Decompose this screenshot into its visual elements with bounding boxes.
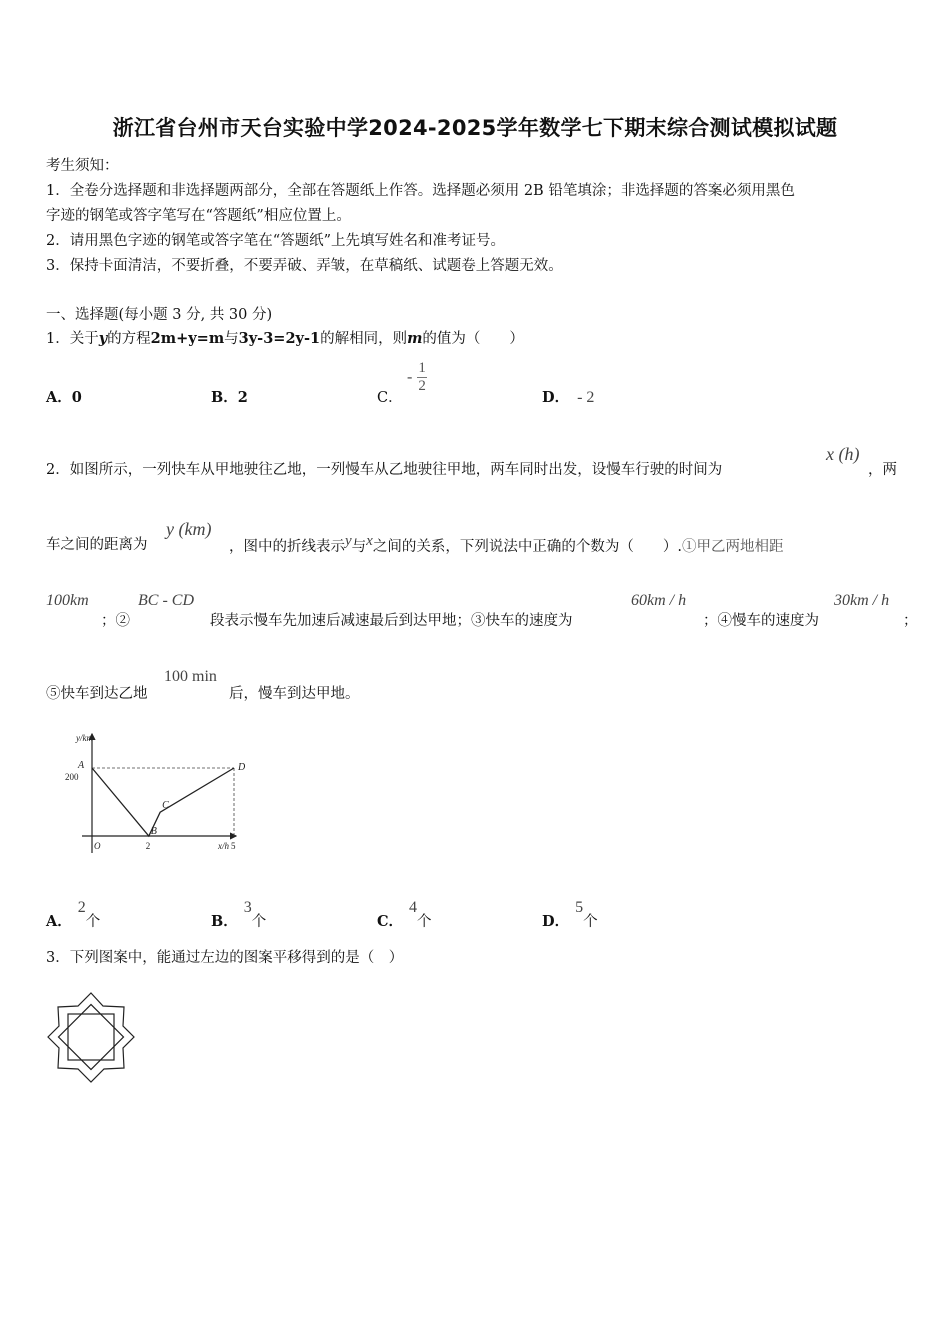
fraction-numerator: 1: [418, 360, 426, 376]
q1-equation-2: 3y-3=2y-1: [238, 330, 321, 347]
option-label: B．: [211, 913, 238, 930]
q2-line-2-b: [229, 533, 783, 556]
option-label: C．: [377, 913, 404, 930]
option-unit: 个: [417, 914, 432, 930]
q1-option-a[interactable]: [46, 386, 82, 407]
q2-option-a[interactable]: [46, 899, 100, 931]
section-heading: 一、选择题(每小题 3 分, 共 30 分): [46, 307, 273, 323]
q2-line-graph: [60, 728, 245, 863]
option-value: 3: [243, 899, 252, 916]
question-number: 1．: [46, 331, 70, 347]
point-label: B: [150, 826, 157, 837]
option-unit: 个: [583, 914, 598, 930]
x-tick-label: 2: [145, 841, 151, 851]
notice-item-1-line-2: 字迹的钢笔或答字笔写在“答题纸”相应位置上。: [46, 208, 351, 224]
option-label: A．: [46, 389, 72, 406]
option-label: D．: [542, 389, 570, 406]
option-value: 2: [237, 389, 248, 406]
q2-math-100min: 100 min: [164, 668, 217, 685]
q2-math-x-h: x (h): [826, 444, 860, 464]
q2-line-3-b: 段表示慢车先加速后减速最后到达甲地；③快车的速度为: [210, 613, 573, 629]
notice-item-2: 2．请用黑色字迹的钢笔或答字笔在“答题纸”上先填写姓名和准考证号。: [46, 233, 506, 249]
point-label: A: [78, 760, 85, 771]
fraction: [417, 360, 427, 395]
question-number: 2．: [46, 462, 70, 478]
q2-line-3-a: ；②: [101, 613, 130, 629]
q2-math-60kmh: 60km / h: [631, 592, 687, 609]
q2-math-y-km: y (km): [166, 519, 212, 539]
question-number: 3．: [46, 950, 70, 966]
x-tick-label: 5: [231, 841, 236, 851]
pattern-star-outline: [48, 993, 134, 1082]
q2-math-x: x: [366, 533, 373, 549]
q2-statement-1: ①甲乙两地相距: [681, 539, 784, 555]
q1-text-1: 关于: [69, 331, 99, 347]
option-unit: 个: [251, 914, 267, 930]
question-2-line-1: [46, 458, 722, 479]
q2-math-bc-cd: BC - CD: [138, 592, 194, 609]
q1-var-y: y: [98, 330, 108, 347]
q1-var-m: m: [407, 330, 423, 347]
q2-option-d[interactable]: [542, 899, 598, 931]
q1-option-c-fraction: [407, 360, 427, 395]
q1-option-b[interactable]: [211, 386, 248, 407]
page-title: 浙江省台州市天台实验中学2024-2025学年数学七下期末综合测试模拟试题: [112, 116, 838, 140]
q2-line-2-d: 之间的关系，下列说法中正确的个数为（ ）.: [372, 539, 682, 555]
option-value: 0: [71, 389, 82, 406]
q2-line-3-c: ；④慢车的速度为: [703, 613, 819, 629]
q2-option-c[interactable]: [377, 899, 432, 931]
q1-option-c-label[interactable]: C．: [377, 390, 403, 406]
notice-heading: 考生须知：: [46, 158, 119, 174]
q2-line-3-d: ；: [903, 613, 918, 629]
option-label: D．: [542, 913, 570, 930]
q2-math-100km: 100km: [46, 592, 89, 609]
origin-label: O: [94, 841, 101, 851]
point-label: D: [238, 762, 245, 773]
q3-text: 下列图案中，能通过左边的图案平移得到的是（ ）: [69, 950, 404, 966]
option-label: B．: [211, 389, 238, 406]
option-value: - 2: [577, 389, 595, 406]
q1-text-2: 的方程: [107, 331, 151, 347]
question-1-stem: [46, 327, 524, 348]
q1-text-4: 的解相同，则: [320, 331, 408, 347]
q3-star-pattern: [46, 990, 136, 1085]
option-label: A．: [46, 913, 72, 930]
y-tick-label: 200: [65, 772, 79, 782]
q2-line-2-b-text: ，图中的折线表示: [229, 539, 345, 555]
q1-option-d[interactable]: [542, 386, 594, 407]
q1-text-3: 与: [224, 331, 239, 347]
option-unit: 个: [85, 914, 101, 930]
option-value: 5: [575, 899, 584, 916]
q2-line-2-a: 车之间的距离为: [46, 537, 148, 553]
q2-option-b[interactable]: [211, 899, 266, 931]
question-3-stem: [46, 946, 403, 967]
q2-line-4-a: ⑤快车到达乙地: [46, 686, 148, 702]
q1-text-5: 的值为（ ）: [422, 331, 524, 347]
q2-math-y: y: [345, 533, 352, 549]
point-label: C: [162, 800, 169, 812]
q1-equation-1: 2m+y=m: [150, 330, 225, 347]
x-axis-label: x/h: [218, 841, 229, 851]
q2-math-30kmh: 30km / h: [834, 592, 890, 609]
option-value: 2: [77, 899, 86, 916]
option-value: 4: [409, 899, 418, 916]
q2-line-1-text: 如图所示，一列快车从甲地驶往乙地，一列慢车从乙地驶往甲地，两车同时出发，设慢车行驶的时间为: [69, 462, 723, 478]
notice-item-1-line-1: 1．全卷分选择题和非选择题两部分，全部在答题纸上作答。选择题必须用 2B 铅笔填涂；非选择题的答案必须用黑色: [46, 183, 795, 199]
fraction-denominator: 2: [418, 378, 426, 394]
y-axis-label: y/km: [76, 733, 93, 743]
q2-line-4-b: 后，慢车到达甲地。: [229, 686, 360, 702]
q2-line-2-c: 与: [351, 539, 367, 555]
notice-item-3: 3．保持卡面清洁，不要折叠，不要弄破、弄皱，在草稿纸、试题卷上答题无效。: [46, 258, 563, 274]
fraction-sign: -: [407, 368, 413, 386]
q2-line-1-end: ，两: [868, 462, 897, 478]
